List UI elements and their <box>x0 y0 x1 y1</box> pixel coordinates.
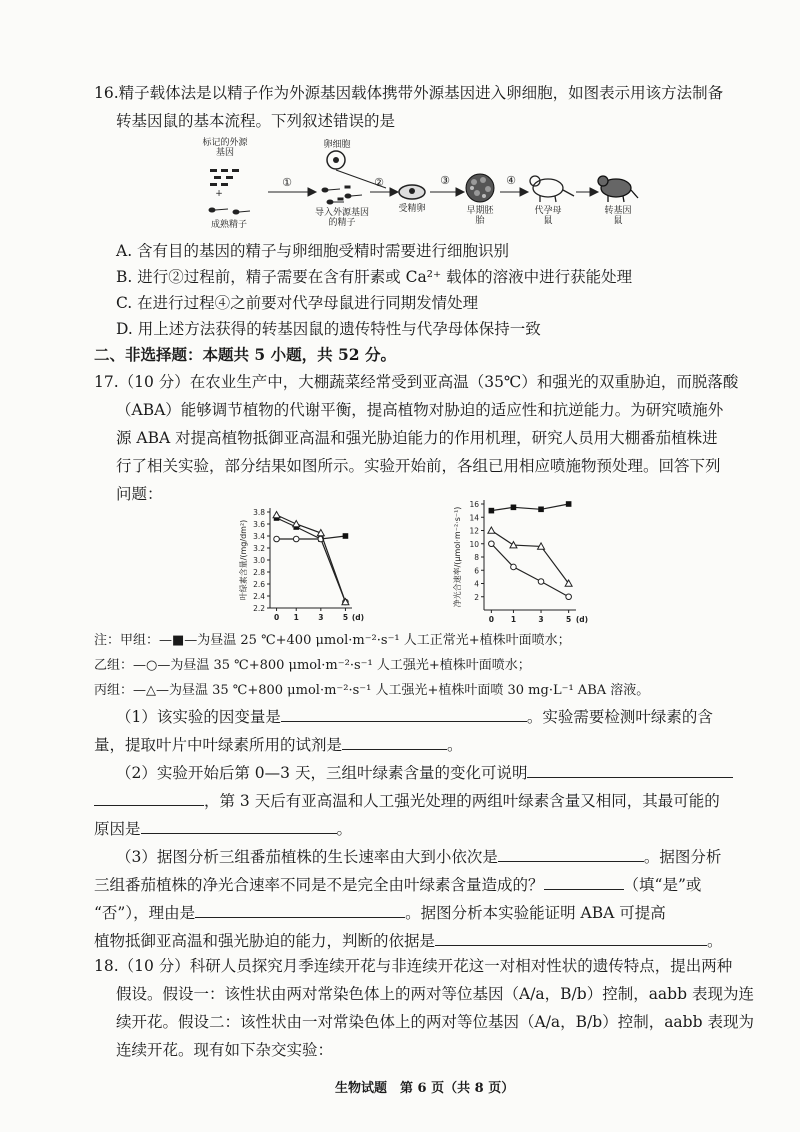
q17-sub2-line2 <box>94 789 720 812</box>
q17-line5: 问题： <box>116 485 163 503</box>
q17-s2c: 原因是 <box>94 820 141 838</box>
y-tick-label: 3.2 <box>253 544 265 553</box>
answer-blank-1[interactable] <box>281 705 527 722</box>
y-tick-label: 3.0 <box>253 556 265 565</box>
q17-s3f: 。据图分析本实验能证明 ABA 可提高 <box>405 904 666 922</box>
y-tick-label: 3.8 <box>253 508 265 517</box>
surrogate-mouse-label: 代孕母鼠 <box>534 206 562 226</box>
series-line-square <box>277 518 346 539</box>
q17-sub3-line4 <box>94 929 723 952</box>
q17-s3g: 植物抵御亚高温和强光胁迫的能力，判断的依据是 <box>94 932 436 950</box>
data-point-circle <box>274 536 280 542</box>
q17-s3d: （填“是”或 <box>623 876 702 894</box>
y-tick-label: 2.2 <box>253 604 265 613</box>
data-point-square <box>489 508 495 514</box>
x-axis-label: (d) <box>351 613 365 622</box>
data-point-triangle <box>488 527 495 533</box>
y-axis-label: 叶绿素含量/(mg/dm²) <box>239 519 248 601</box>
chlorophyll-chart-svg <box>230 500 380 630</box>
data-point-square <box>343 533 349 539</box>
q17-s2b: ，第 3 天后有亚高温和人工强光处理的两组叶绿素含量又相同，其最可能的 <box>204 792 720 810</box>
arrow-step1-icon <box>268 188 316 196</box>
y-tick-label: 2.4 <box>253 592 265 601</box>
q17-sub3-line2 <box>94 873 701 896</box>
q16-option-b: B. 进行②过程前，精子需要在含有肝素或 Ca²⁺ 载体的溶液中进行获能处理 <box>116 268 633 286</box>
q17-note-jia: 注：甲组：—■—为昼温 25 ℃+400 μmol·m⁻²·s⁻¹ 人工正常光+植株叶面喷水； <box>94 633 571 648</box>
x-tick-label: 1 <box>293 613 299 622</box>
fertilized-egg-label: 受精卵 <box>398 204 426 214</box>
q16-option-c: C. 在进行过程④之前要对代孕母鼠进行同期发情处理 <box>116 294 479 312</box>
q17-s1a: （1）该实验的因变量是 <box>116 708 281 726</box>
photosynthesis-chart <box>440 490 600 630</box>
y-tick-label: 2 <box>474 592 479 602</box>
marked-gene-icon <box>210 169 239 186</box>
answer-blank-6[interactable] <box>498 845 644 862</box>
series-line-triangle <box>277 515 346 602</box>
answer-blank-7[interactable] <box>544 873 624 890</box>
q16-line1: 16.精子载体法是以精子作为外源基因载体携带外源基因进入卵细胞，如图表示用该方法制备 <box>94 84 724 102</box>
y-tick-label: 14 <box>469 513 479 523</box>
data-point-circle <box>566 594 572 600</box>
q17-note-bing: 丙组：—△—为昼温 35 ℃+800 μmol·m⁻²·s⁻¹ 人工强光+植株叶面喷 30 mg·L⁻¹ ABA 溶液。 <box>94 683 650 698</box>
x-tick-label: 3 <box>538 615 544 624</box>
plus-label: + <box>215 189 223 199</box>
section-heading: 二、非选择题：本题共 5 小题，共 52 分。 <box>94 345 396 364</box>
q17-sub2-line1 <box>116 761 733 784</box>
arrow-step5-icon <box>576 188 598 196</box>
arrow-step2-icon <box>370 188 398 196</box>
photosynthesis-chart-svg <box>440 490 600 630</box>
page-footer: 生物试题 第 6 页（共 8 页） <box>335 1081 515 1096</box>
q18-line1: 18.（10 分）科研人员探究月季连续开花与非连续开花这一对相对性状的遗传特点，提出两种 <box>94 957 733 975</box>
q17-s1b: 。实验需要检测叶绿素的含 <box>526 708 713 726</box>
step3-label: ③ <box>440 174 450 187</box>
fertilized-egg-icon <box>399 185 425 199</box>
series-line-circle <box>277 539 346 602</box>
early-embryo-label: 早期胚胎 <box>466 206 494 226</box>
series-line-square <box>491 504 568 511</box>
y-tick-label: 2.6 <box>253 580 265 589</box>
answer-blank-5[interactable] <box>141 817 337 834</box>
series-line-circle <box>491 544 568 597</box>
y-tick-label: 6 <box>474 566 479 576</box>
egg-cell-icon <box>327 151 345 169</box>
q17-note-yi: 乙组：—○—为昼温 35 ℃+800 μmol·m⁻²·s⁻¹ 人工强光+植株叶面喷水； <box>94 658 531 673</box>
arrow-step4-icon <box>500 188 528 196</box>
y-tick-label: 2.8 <box>253 568 265 577</box>
data-point-circle <box>293 536 299 542</box>
data-point-circle <box>489 541 495 547</box>
sperm-with-gene-label: 导入外源基因的精子 <box>314 208 369 228</box>
surrogate-mouse-icon <box>530 176 574 202</box>
q17-line2: （ABA）能够调节植物的代谢平衡，提高植物对胁迫的适应性和抗逆能力。为研究喷施外 <box>116 401 724 419</box>
q17-line4: 行了相关实验，部分结果如图所示。实验开始前，各组已用相应喷施物预处理。回答下列 <box>116 457 721 475</box>
egg-cell-label: 卵细胞 <box>323 140 351 150</box>
q16-option-d: D. 用上述方法获得的转基因鼠的遗传特性与代孕母体保持一致 <box>116 320 541 338</box>
step4-label: ④ <box>506 174 516 187</box>
transgenic-mouse-label: 转基因鼠 <box>604 206 632 226</box>
answer-blank-8[interactable] <box>195 901 405 918</box>
q17-s3a: （3）据图分析三组番茄植株的生长速率由大到小依次是 <box>116 848 498 866</box>
mature-sperm-icon <box>209 208 250 214</box>
y-axis-label: 净光合速率/(μmol·m⁻²·s⁻¹) <box>453 506 462 608</box>
step1-label: ① <box>282 176 292 189</box>
q17-sub2-line3 <box>94 817 352 840</box>
data-point-circle <box>538 579 544 585</box>
data-point-triangle <box>273 512 280 518</box>
data-point-square <box>538 507 544 513</box>
q16-option-a: A. 含有目的基因的精子与卵细胞受精时需要进行细胞识别 <box>116 242 510 260</box>
mature-sperm-label: 成熟精子 <box>210 220 247 230</box>
x-tick-label: 5 <box>566 615 572 624</box>
q17-s3b: 。据图分析 <box>643 848 722 866</box>
q17-line3: 源 ABA 对提高植物抵御亚高温和强光胁迫能力的作用机理，研究人员用大棚番茄植株进 <box>116 429 718 447</box>
data-point-triangle <box>293 521 300 527</box>
q17-s1c: 量，提取叶片中叶绿素所用的试剂是 <box>94 736 343 754</box>
data-point-square <box>511 505 517 511</box>
data-point-circle <box>511 564 517 570</box>
transgenic-mouse-icon <box>598 176 638 202</box>
y-tick-label: 12 <box>469 526 479 536</box>
sperm-with-gene-icon <box>322 186 362 204</box>
q17-s3h: 。 <box>707 932 723 950</box>
step2-label: ② <box>374 176 384 189</box>
x-tick-label: 0 <box>488 615 494 624</box>
y-tick-label: 4 <box>474 579 479 589</box>
answer-blank-2[interactable] <box>342 733 447 750</box>
y-tick-label: 3.4 <box>253 532 265 541</box>
early-embryo-icon <box>466 174 494 202</box>
x-tick-label: 1 <box>510 615 517 624</box>
q18-line2: 假设。假设一：该性状由两对常染色体上的两对等位基因（A/a，B/b）控制，aabb 表现为连 <box>116 985 754 1003</box>
answer-blank-9[interactable] <box>435 929 707 946</box>
data-point-square <box>566 501 572 507</box>
q18-line4: 连续开花。现有如下杂交实验： <box>116 1041 334 1059</box>
q17-sub1-line1 <box>116 705 713 728</box>
marked-gene-label: 标记的外源基因 <box>202 138 248 158</box>
q17-sub3-line1 <box>116 845 721 868</box>
x-tick-label: 5 <box>342 613 349 622</box>
q16-line2: 转基因鼠的基本流程。下列叙述错误的是 <box>116 112 396 130</box>
q17-s3e: “否”），理由是 <box>94 904 196 922</box>
x-tick-label: 0 <box>273 613 280 622</box>
q17-s3c: 三组番茄植株的净光合速率不同是不是完全由叶绿素含量造成的？ <box>94 876 544 894</box>
answer-blank-3[interactable] <box>527 761 733 778</box>
y-tick-label: 16 <box>469 500 479 509</box>
x-tick-label: 3 <box>318 613 324 622</box>
q17-sub3-line3 <box>94 901 666 924</box>
transgenic-flow-diagram <box>190 136 640 234</box>
q17-s2d: 。 <box>336 820 353 838</box>
arrow-step3-icon <box>430 188 464 196</box>
q17-line1: 17.（10 分）在农业生产中，大棚蔬菜经常受到亚高温（35℃）和强光的双重胁迫，而脱落酸 <box>94 373 739 391</box>
chlorophyll-chart <box>230 500 380 630</box>
y-tick-label: 8 <box>474 553 479 562</box>
q18-line3: 续开花。假设二：该性状由一对常染色体上的两对等位基因（A/a，B/b）控制，aabb 表现为 <box>116 1013 754 1031</box>
x-axis-label: (d) <box>575 615 589 624</box>
q17-s2a: （2）实验开始后第 0—3 天，三组叶绿素含量的变化可说明 <box>116 764 528 782</box>
q17-sub1-line2 <box>94 733 463 756</box>
y-tick-label: 10 <box>469 539 479 549</box>
y-tick-label: 3.6 <box>253 520 265 529</box>
q17-s1d: 。 <box>447 736 463 754</box>
answer-blank-4[interactable] <box>94 789 204 806</box>
